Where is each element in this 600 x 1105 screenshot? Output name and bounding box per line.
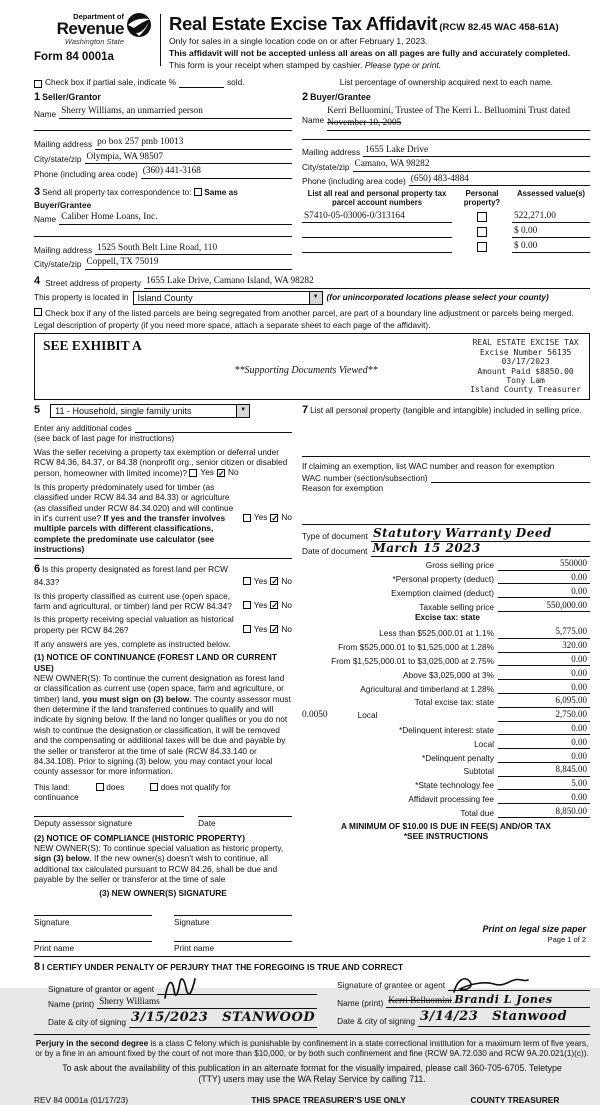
reason-blank[interactable] <box>302 494 590 520</box>
tax-row-label: Subtotal <box>463 766 494 777</box>
exemption-no-checkbox[interactable]: ✓ <box>217 468 225 478</box>
type-of-document-handwriting: Statutory Warranty Deed <box>372 525 552 540</box>
county-dropdown[interactable] <box>133 291 323 305</box>
right-column-lower <box>302 404 590 954</box>
dor-revenue-text: Revenue <box>56 19 124 39</box>
tax-row-value[interactable]: 8,850.00 <box>498 806 590 818</box>
q-historic-text: Is this property receiving special valuation as historical property per RCW 84.26? <box>34 614 234 635</box>
stamp-line: Tony Lam <box>506 376 545 386</box>
tty-note: To ask about the availability of this publication in an alternate format for the visually impaired, please call 360-705-6705. Teletype (TTY) users may use the WA Relay Service by calling 711. <box>62 1063 562 1085</box>
buyer-city-field[interactable]: Camano, WA 98282 <box>353 159 591 172</box>
partial-sold-label: sold. <box>226 77 245 88</box>
header-line2: This affidavit will not be accepted unless all areas on all pages are fully and accurately completed. <box>169 47 571 58</box>
parcel-header-assessed: Assessed value(s) <box>516 189 586 199</box>
q-timber-text: Is this property predominately used for timber (as classified under RCW 84.34 and 84.33) or agriculture (as classified under RCW 84.34.020) and will continue in it's current use? <box>34 481 234 523</box>
signature-label: Signature <box>174 916 210 927</box>
if-any-note: If any answers are yes, complete as instructed below. <box>34 638 231 649</box>
corr-name-label: Name <box>34 214 57 225</box>
exemption-note: If claiming an exemption, list WAC number and reason for exemption <box>302 460 555 471</box>
partial-percent-field[interactable] <box>179 87 224 88</box>
tax-row-label: Total due <box>460 807 494 818</box>
dor-state-text: Washington State <box>64 36 124 46</box>
grantee-date-field[interactable] <box>418 1009 590 1026</box>
minimum-due-note: A MINIMUM OF $10.00 IS DUE IN FEE(S) AND/OR TAX <box>341 821 551 832</box>
parcel-value-field[interactable]: 522,271.00 <box>512 211 590 224</box>
street-address-field[interactable]: 1655 Lake Drive, Camano Island, WA 98282 <box>144 276 590 289</box>
date-of-document-field[interactable] <box>371 540 591 557</box>
timber-no-checkbox[interactable]: ✓ <box>271 513 279 523</box>
form-number: Form 84 0001a <box>34 51 114 64</box>
forest-yes-checkbox[interactable] <box>243 577 251 585</box>
tax-row-value[interactable]: 0.00 <box>498 751 590 763</box>
dor-swirl-icon <box>126 12 152 40</box>
yes-label: Yes <box>253 576 268 587</box>
buyer-name-label: Name <box>302 115 325 126</box>
does-not-label: does not qualify for <box>160 781 231 792</box>
excise-tax-state-header: Excise tax: state <box>414 611 480 622</box>
land-use-dropdown-value: 11 - Household, single family units <box>55 405 192 416</box>
header-divider <box>160 14 161 66</box>
left-column-upper <box>34 91 292 270</box>
header-line3-italic: Please type or print. <box>364 59 442 70</box>
parcel-personal-checkbox[interactable] <box>477 212 487 222</box>
tax-row-value[interactable]: 8,845.00 <box>498 764 590 776</box>
see-instructions-note: *SEE INSTRUCTIONS <box>403 831 489 842</box>
tax-row-value[interactable]: 550000 <box>498 558 590 570</box>
perjury-lead: Perjury in the second degree <box>35 1038 149 1048</box>
grantee-signature-field[interactable] <box>448 976 590 990</box>
right-column-upper <box>302 91 590 270</box>
county-dropdown-arrow-icon[interactable]: ▼ <box>309 292 322 304</box>
buyer-name-line1: Kerri Belluomini, Trustee of The Kerri L. Belluomini Trust dated <box>327 106 570 117</box>
no-label: No <box>227 467 239 478</box>
corr-name-extra-line[interactable] <box>34 225 292 237</box>
tax-row-label: Local <box>474 738 494 749</box>
grantee-date-label: Date & city of signing <box>337 1016 416 1027</box>
currentuse-no-checkbox[interactable]: ✓ <box>271 601 279 611</box>
local-rate-value: 0.0050 <box>302 709 328 720</box>
tax-row-label: From $525,000.01 to $1,525,000 at 1.28% <box>338 642 494 653</box>
stamp-line: 03/17/2023 <box>501 357 550 367</box>
seller-name-extra-line[interactable] <box>34 119 292 131</box>
grantee-name-handwriting: Brandi L Jones <box>454 992 553 1006</box>
seller-name-label: Name <box>34 108 57 119</box>
stamp-line: Excise Number 56135 <box>479 347 572 357</box>
currentuse-yes-checkbox[interactable] <box>243 601 251 609</box>
tax-row-label: *Delinquent penalty <box>422 752 494 763</box>
tax-row-value[interactable]: 0.00 <box>498 668 590 680</box>
dor-logo <box>34 10 152 64</box>
tax-row-label: Affidavit processing fee <box>408 793 494 804</box>
yes-label: Yes <box>200 467 214 478</box>
new-owner-signature-line[interactable] <box>174 915 292 927</box>
tax-row-value[interactable]: 5.00 <box>498 778 590 790</box>
page-number: Page 1 of 2 <box>547 935 586 945</box>
parcel-number-field[interactable]: S7410-05-03006-0/313164 <box>302 211 452 224</box>
parcel-row <box>302 223 590 238</box>
notice3-title: (3) NEW OWNER(S) SIGNATURE <box>99 888 227 899</box>
print-name-label: Print name <box>34 943 75 954</box>
deputy-signature-label: Deputy assessor signature <box>34 818 133 829</box>
no-label: No <box>281 576 292 587</box>
exemption-yes-checkbox[interactable] <box>189 469 197 477</box>
page-title: Real Estate Excise Tax Affidavit <box>169 13 438 34</box>
grantee-sig-label: Signature of grantee or agent <box>337 980 446 991</box>
tax-row-value[interactable]: 550,000.00 <box>498 600 590 612</box>
type-of-document-label: Type of document <box>302 531 368 542</box>
section3-number: 3 <box>34 185 41 198</box>
corr-city-label: City/state/zip <box>34 259 82 270</box>
partial-sale-label: Check box if partial sale, indicate % <box>45 77 176 88</box>
rev-number: REV 84 0001a (01/17/23) <box>34 1095 129 1105</box>
codes-note: (see back of last page for instructions) <box>34 433 175 444</box>
tax-row-label: Agricultural and timberland at 1.28% <box>360 683 494 694</box>
located-in-label: This property is located in <box>34 292 129 303</box>
tax-row-label: Less than $525,000.01 at 1.1% <box>379 628 494 639</box>
county-note: (for unincorporated locations please select your county) <box>326 292 549 303</box>
treasurer-space-label: THIS SPACE TREASURER'S USE ONLY <box>251 1095 406 1105</box>
supporting-docs-text: **Supporting Documents Viewed** <box>234 365 378 377</box>
grantee-city-handwriting: Stanwood <box>492 1009 568 1025</box>
parcel-row <box>302 208 590 223</box>
tax-row-value[interactable]: 320.00 <box>498 640 590 652</box>
parcel-header-personal: Personal property? <box>463 189 501 208</box>
tax-row-label: Taxable selling price <box>419 601 494 612</box>
section7-text: List all personal property (tangible and intangible) included in selling price. <box>310 404 582 415</box>
seller-phone-field[interactable]: (360) 441-3168 <box>141 166 292 179</box>
tax-row-value[interactable]: 6,095.00 <box>498 695 590 707</box>
section8-number: 8 <box>34 960 41 973</box>
tax-row-value[interactable]: 0.00 <box>498 792 590 804</box>
section2-number: 2 <box>302 90 309 103</box>
same-as-buyer-label: Same as Buyer/Grantee <box>34 186 238 210</box>
header-line1: Only for sales in a single location code on or after February 1, 2023. <box>169 36 428 47</box>
grantor-date-field[interactable] <box>129 1010 317 1027</box>
stamp-line: REAL ESTATE EXCISE TAX <box>472 338 579 348</box>
corr-city-field[interactable]: Coppell, TX 75019 <box>85 257 293 270</box>
land-use-dropdown[interactable] <box>50 404 250 418</box>
section2-title: Buyer/Grantee <box>310 91 371 102</box>
tax-row-label: *Personal property (deduct) <box>392 573 494 584</box>
reason-exemption-label: Reason for exemption <box>302 483 384 494</box>
deputy-date-label: Date <box>198 818 216 829</box>
deputy-date-line[interactable] <box>198 816 292 828</box>
tax-row-label: *Delinquent interest: state <box>398 724 494 735</box>
seller-mailing-field[interactable]: po box 257 pmb 10013 <box>95 137 292 150</box>
seller-mailing-label: Mailing address <box>34 139 93 150</box>
grantee-name-typed: Kerri Belluomini <box>388 995 452 1006</box>
tax-row-value[interactable]: 0.00 <box>498 572 590 584</box>
grantor-name-label: Name (print) <box>48 998 95 1009</box>
legal-description-box <box>34 333 590 400</box>
land-does-checkbox[interactable] <box>96 783 104 791</box>
tax-row-label: From $1,525,000.01 to $3,025,000 at 2.75% <box>331 655 494 666</box>
dor-dept-text: Department of <box>73 12 124 21</box>
parcel-personal-checkbox[interactable] <box>477 227 487 237</box>
historic-no-checkbox[interactable]: ✓ <box>271 624 279 634</box>
stamp-line: Island County Treasurer <box>470 385 581 395</box>
grantor-sig-label: Signature of grantor or agent <box>48 984 155 995</box>
print-name-label: Print name <box>174 943 215 954</box>
tax-row-label: Above $3,025,000 at 3% <box>403 669 494 680</box>
tax-row-label: *State technology fee <box>415 780 494 791</box>
tax-row-value[interactable]: 5,775.00 <box>498 626 590 638</box>
perjury-text: is a class C felony which is punishable by confinement in a state correctional institution for a maximum term of five years, or by a fine in an amount fixed by the court of not more than $10,000, or by both such confinement and fine (RCW 9A.72.030 and RCW 9A.20.021(1)(c)). <box>35 1038 589 1058</box>
date-of-document-label: Date of document <box>302 546 368 557</box>
section5-number: 5 <box>34 404 41 417</box>
additional-codes-label: Enter any additional codes <box>34 422 132 433</box>
parcel-personal-checkbox[interactable] <box>477 242 487 252</box>
date-of-document-handwriting: March 15 2023 <box>372 540 481 555</box>
buyer-mailing-label: Mailing address <box>302 146 361 157</box>
q-currentuse-text: Is this property classified as current use (open space, farm and agricultural, or timber) land per RCW 84.34? <box>34 590 232 611</box>
no-label: No <box>281 623 292 634</box>
wac-number-label: WAC number (section/subsection) <box>302 473 428 484</box>
grantor-signature-field[interactable] <box>157 976 317 994</box>
section1-title: Seller/Grantor <box>42 91 101 102</box>
yes-label: Yes <box>253 599 268 610</box>
grantee-date-handwriting: 3/14/23 <box>420 1009 479 1025</box>
exhibit-a-text: SEE EXHIBIT A <box>43 338 142 354</box>
deputy-signature-line[interactable] <box>34 816 184 828</box>
historic-yes-checkbox[interactable] <box>243 625 251 633</box>
yes-label: Yes <box>253 623 268 634</box>
parcel-value-field[interactable]: $ 0.00 <box>512 241 590 254</box>
buyer-phone-field[interactable]: (650) 483-4884 <box>409 174 590 187</box>
q-timber-bold-text: If yes and the transfer involves multiple parcels with different classifications, complete the predominate use calculator (see instructions) <box>34 512 226 555</box>
section6-number: 6 <box>34 563 41 576</box>
left-column-lower <box>34 404 292 954</box>
street-address-label: Street address of property <box>45 278 142 289</box>
no-label: No <box>281 512 292 523</box>
buyer-mailing-field[interactable]: 1655 Lake Drive <box>363 145 590 158</box>
seller-city-field[interactable]: Olympia, WA 98507 <box>85 152 293 165</box>
county-treasurer-label: COUNTY TREASURER <box>470 1095 560 1105</box>
tax-row-value[interactable]: 0.00 <box>498 682 590 694</box>
land-use-dropdown-arrow-icon[interactable]: ▼ <box>236 405 249 417</box>
segregated-checkbox[interactable] <box>34 308 42 316</box>
seller-name-field[interactable]: Sherry Williams, an unmarried person <box>59 106 292 119</box>
tax-row-value[interactable]: 0.00 <box>498 723 590 735</box>
timber-yes-checkbox[interactable] <box>243 514 251 522</box>
tax-row-value[interactable]: 0.00 <box>498 586 590 598</box>
parcel-table <box>302 190 590 253</box>
yes-label: Yes <box>253 512 268 523</box>
q-exemption-text: Was the seller receiving a property tax exemption or deferral under RCW 84.36, 84.37, or 84.38 (nonprofit org., senior citizen or disabled person, homeowner with limited income)? <box>34 446 288 479</box>
additional-codes-field[interactable] <box>135 423 292 433</box>
form-header <box>34 10 590 70</box>
land-does-not-checkbox[interactable] <box>150 783 158 791</box>
buyer-city-label: City/state/zip <box>302 161 350 172</box>
new-owner-printname-line[interactable] <box>174 941 292 953</box>
wac-number-field[interactable] <box>431 473 590 483</box>
same-as-buyer-checkbox[interactable] <box>194 188 202 196</box>
grantor-date-label: Date & city of signing <box>48 1017 126 1028</box>
signature-label: Signature <box>34 916 70 927</box>
buyer-name-field[interactable] <box>327 106 590 130</box>
does-label: does <box>106 781 125 792</box>
treasurer-stamp <box>470 338 581 395</box>
header-line3: This form is your receipt when stamped by cashier. <box>169 59 365 70</box>
buyer-name-extra-line[interactable] <box>302 131 590 140</box>
forest-no-checkbox[interactable]: ✓ <box>271 577 279 587</box>
title-rcw-ref: (RCW 82.45 WAC 458-61A) <box>439 22 559 33</box>
tax-row-label: Total excise tax: state <box>414 697 494 708</box>
parcel-value-field[interactable]: $ 0.00 <box>512 226 590 239</box>
this-land-label: This land: <box>34 781 70 792</box>
ownership-note: List percentage of ownership acquired next to each name. <box>339 77 553 88</box>
seller-city-label: City/state/zip <box>34 153 82 164</box>
tax-row-label: Gross selling price <box>425 560 494 571</box>
parcel-header-numbers: List all real and personal property tax parcel account numbers <box>307 189 447 208</box>
grantor-name-field[interactable]: Sherry Williams <box>97 997 317 1010</box>
notice2-paragraph: NEW OWNER(S): To continue special valuation as historic property, sign (3) below. If the new owner(s) doesn't wish to continue, all additional tax calculated pursuant to RCW 84.26, shall be due and payable by the seller or transferor at the time of sale <box>34 843 284 885</box>
print-legal-note: Print on legal size paper <box>482 924 586 934</box>
notice1-title: (1) NOTICE OF CONTINUANCE (FOREST LAND OR CURRENT USE) <box>34 652 277 673</box>
tax-row-value[interactable]: 2,750.00 <box>498 709 590 721</box>
parcel-number-field[interactable] <box>302 252 452 253</box>
no-label: No <box>281 599 292 610</box>
new-owner-signature-line[interactable] <box>34 915 152 927</box>
parcel-row <box>302 238 590 253</box>
tax-row-label: Exemption claimed (deduct) <box>391 587 494 598</box>
corr-mailing-label: Mailing address <box>34 244 93 255</box>
notice1-paragraph: NEW OWNER(S): To continue the current designation as forest land or classification as current use (open space, farm and agriculture, or timber) land, you must sign on (3) below. The county assessor must then determine if the land transferred continues to qualify and will indicate by signing below. If the land no longer qualifies or you do not wish to continue the designation or classification, it will be removed and the compensating or additional taxes will be due and payable by the seller or transferor at the time of sale (RCW 84.33.140 or 84.34.108). Prior to signing (3) below, you may contact your local county assessor for more information. <box>34 673 291 777</box>
corr-mailing-field[interactable]: 1525 South Belt Line Road, 110 <box>95 243 292 256</box>
grantor-city-handwriting: STANWOOD <box>222 1010 316 1026</box>
grantor-date-handwriting: 3/15/2023 <box>130 1010 209 1026</box>
section3-intro: Send all property tax correspondence to: <box>42 186 192 197</box>
personal-property-blank[interactable] <box>302 418 590 452</box>
notice2-title: (2) NOTICE OF COMPLIANCE (HISTORIC PROPERTY) <box>34 832 245 843</box>
parcel-number-field[interactable] <box>302 237 452 238</box>
grantee-name-label: Name (print) <box>337 997 384 1008</box>
section1-number: 1 <box>34 90 41 103</box>
corr-name-field[interactable]: Caliber Home Loans, Inc. <box>59 212 292 225</box>
tax-row-value[interactable]: 0.00 <box>498 737 590 749</box>
seller-phone-label: Phone (including area code) <box>34 168 138 179</box>
buyer-phone-label: Phone (including area code) <box>302 176 406 187</box>
tax-row-label: Local <box>357 709 378 720</box>
grantee-name-field[interactable] <box>386 993 590 1009</box>
tax-row-value[interactable]: 0.00 <box>498 654 590 666</box>
stamp-line: Amount Paid $8850.00 <box>477 366 574 376</box>
segregated-label: Check box if any of the listed parcels are being segregated from another parcel, are part of a boundary line adjustment or parcels being merged. <box>45 307 574 318</box>
partial-sale-checkbox[interactable] <box>34 80 42 88</box>
section7-number: 7 <box>302 403 309 416</box>
section4-number: 4 <box>34 274 41 287</box>
legal-description-label: Legal description of property (if you need more space, attach a separate sheet to each page of the affidavit). <box>34 319 431 330</box>
q-forest-text: Is this property designated as forest land per RCW 84.33? <box>34 564 228 588</box>
buyer-name-line2: November 10, 2005 <box>327 118 590 131</box>
county-dropdown-value: Island County <box>137 292 193 303</box>
certify-statement: I CERTIFY UNDER PENALTY OF PERJURY THAT THE FOREGOING IS TRUE AND CORRECT <box>42 961 404 972</box>
continuance-label: continuance <box>34 791 79 802</box>
new-owner-printname-line[interactable] <box>34 941 152 953</box>
